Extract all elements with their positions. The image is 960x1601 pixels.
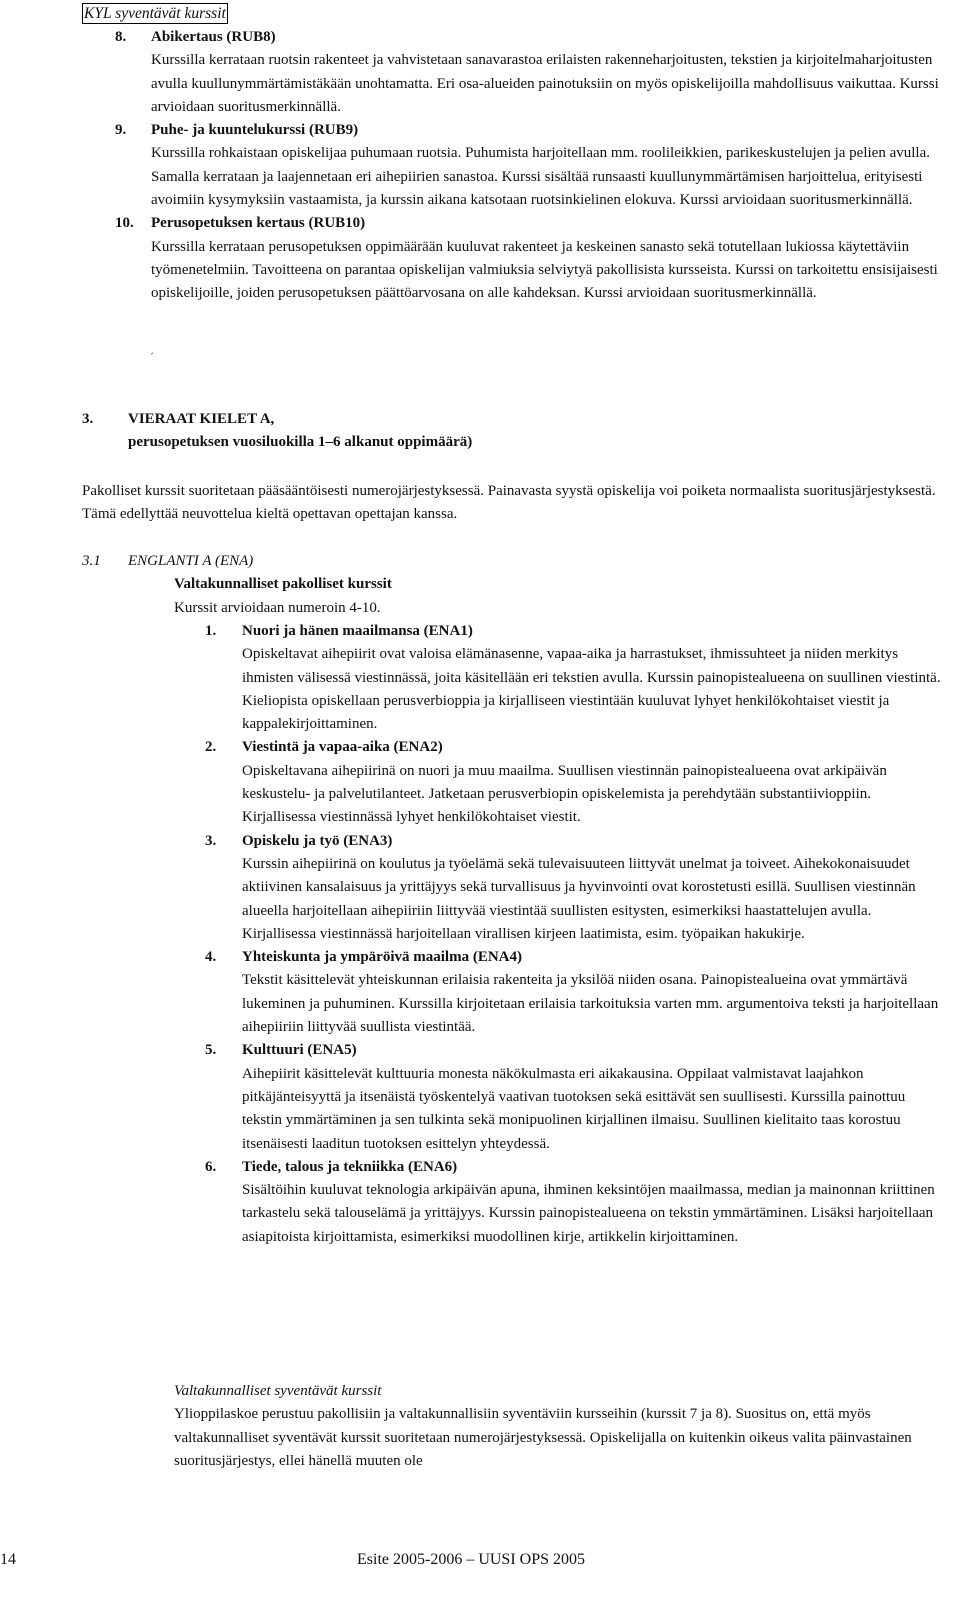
course-description: Kurssilla kerrataan perusopetuksen oppimäärään kuuluvat rakenteet ja keskeinen sanasto sekä totutellaan lukiossa käytettäviin työmenetelmiin. Tavoitteena on parantaa opiskelijan valmiuksia selviytyä pakollisista kursseista. Kurssi on tarkoitettu ensisijaisesti opiskelijoille, joiden perusopetuksen päättöarvosana on alle kahdeksan. Kurssi arvioidaan suoritusmerkinnällä. [151,238,938,302]
course-number: 2. [205,739,217,756]
subsection-number: 3.1 [82,553,101,569]
course-description: Opiskeltavana aihepiirinä on nuori ja muu maailma. Suullisen viestinnän painopistealueena ovat arkipäivän keskustelu- ja palvelutilanteet. Jatketaan perusverbiopin opiskelemista ja perehdytään substantiivioppiin. Kirjallisessa viestinnässä lyhyet henkilökohtaiset viestit. [242,762,887,826]
course-number: 4. [205,949,217,966]
course-number: 8. [115,29,127,45]
course-title: Nuori ja hänen maailmansa (ENA1) [242,623,473,639]
course-description: Sisältöihin kuuluvat teknologia arkipäivän apuna, ihminen keksintöjen maailmassa, median ja mainonnan kriittinen tarkastelu sekä talouselämä ja yrittäjyys. Kurssin painopistealueena on tekstin ymmärtäminen. Lisäksi harjoitellaan asiapitoista kirjoittamista, esimerkiksi muodollinen kirje, artikkelin kirjoittaminen. [242,1182,935,1245]
course-number: 9. [115,122,127,139]
course-description: Tekstit käsittelevät yhteiskunnan erilaisia rakenteita ja yksilöä niiden osana. Painopistealueina ovat ymmärtävä lukeminen ja puhuminen. Kurssilla kirjoitetaan erilaisia tarkoituksia varten mm. argumentoiva teksti ja harjoitellaan aihepiiriin liittyvää suullista viestintää. [242,972,939,1036]
course-title: Opiskelu ja työ (ENA3) [242,832,393,849]
footer-text: Esite 2005-2006 – UUSI OPS 2005 [357,1551,586,1568]
section-title-line-1: VIERAAT KIELET A, [128,411,275,427]
course-description: Kurssin aihepiirinä on koulutus ja työelämä sekä tulevaisuuteen liittyvät unelmat ja toiveet. Aihekokonaisuudet aktiivinen kansalaisuus ja yrittäjyys sekä turvallisuus ja hyvinvointi ovat korostetusti esillä. Suullisen viestinnän alueella harjoitellaan aihepiiriin liittyvää viestintää suullisten esitysten, esimerkiksi haastattelujen avulla. Kirjallisessa viestinnässä harjoitellaan virallisen kirjeen laatimista, esim. työpaikan hakukirje. [242,855,916,942]
mandatory-courses-heading: Valtakunnalliset pakolliset kurssit [174,576,392,593]
ena-course-1 [205,620,945,736]
section-title-line-2: perusopetuksen vuosiluokilla 1–6 alkanut oppimäärä) [128,434,473,451]
section-intro: Pakolliset kurssit suoritetaan pääsääntöisesti numerojärjestyksessä. Painavasta syystä opiskelija voi poiketa normaalista suoritusjärjestyksestä. Tämä edellyttää neuvottelua kieltä opettavan opettajan kanssa. [82,483,936,523]
course-number: 10. [115,215,134,232]
section-number: 3. [82,411,94,427]
page-number: 14 [0,1551,16,1568]
course-number: 6. [205,1158,217,1175]
course-number: 3. [205,832,217,849]
course-description: Kurssilla kerrataan ruotsin rakenteet ja vahvistetaan sanavarastoa erilaisten rakenneharjoitusten, tekstien ja kirjoitelmaharjoitusten avulla kuullunymmärtämistäkään unohtamatta. Eri osa-alueiden painotuksiin on myös opiskelijoilla mahdollisuus vaikuttaa. Kurssi arvioidaan suoritusmerkinnällä. [151,52,939,115]
ena-course-4 [205,946,945,1039]
stray-mark: ´ [150,350,154,364]
deep-courses-body: Ylioppilaskoe perustuu pakollisiin ja valtakunnallisiin syventäviin kursseihin (kurssit 7 ja 8). Suositus on, että myös valtakunnalliset syventävät kurssit suoritetaan numerojärjestyksessä. Opiskelijalla on kuitenkin oikeus valita päinvastainen suoritusjärjestys, ellei hänellä muuten ole [174,1406,912,1469]
ena-course-6 [205,1156,945,1249]
subsection-heading [82,550,942,573]
course-title: Puhe- ja kuuntelukurssi (RUB9) [151,122,359,139]
ena-course-5 [205,1039,945,1155]
course-title: Yhteiskunta ja ympäröivä maailma (ENA4) [242,949,522,966]
section-title [82,408,472,455]
grading-note: Kurssit arvioidaan numeroin 4-10. [174,599,381,616]
course-description: Opiskeltavat aihepiirit ovat valoisa elämänasenne, vapaa-aika ja harrastukset, ihmissuhteet ja niiden merkitys ihmisten välisessä viestinnässä, joita käsitellään eri tekstien avulla. Kurssin painopistealueena on suullinen viestintä. Kieliopista opiskellaan perusverbioppia ja kirjalliseen viestintään kuuluvat lyhyet henkilökohtaiset viestit ja kappalekirjoittaminen. [242,646,941,733]
subsection-title: ENGLANTI A (ENA) [128,553,254,569]
subsection [82,550,942,620]
rub-course-9 [115,119,945,212]
ena-course-2 [205,736,945,829]
rub-course-8 [115,26,945,119]
course-number: 1. [205,623,217,639]
course-title: Kulttuuri (ENA5) [242,1042,357,1059]
rub-course-10 [115,212,945,305]
course-description: Aihepiirit käsittelevät kulttuuria monesta näkökulmasta eri aikakausina. Oppilaat valmistavat laajahkon pitkäjänteisyyttä ja itsenäistä työskentelyä vaativan tuotoksen sekä esittävät sen suullisesti. Kurssilla painottuu tekstin ymmärtäminen ja sen tulkinta sekä monipuolinen kirjallinen ilmaisu. Suullinen kielitaito taas korostuu itsenäisesti laaditun tuotoksen esittelyn yhteydessä. [242,1065,906,1152]
rub-course-list [115,26,945,306]
deep-courses-section [174,1380,944,1473]
course-title: Abikertaus (RUB8) [151,29,276,45]
course-number: 5. [205,1042,217,1059]
section-header-label: KYL syventävät kurssit [84,5,226,22]
course-title: Viestintä ja vapaa-aika (ENA2) [242,739,443,756]
ena-course-3 [205,830,945,946]
course-title: Tiede, talous ja tekniikka (ENA6) [242,1158,458,1175]
course-title: Perusopetuksen kertaus (RUB10) [151,215,366,232]
course-description: Kurssilla rohkaistaan opiskelijaa puhumaan ruotsia. Puhumista harjoitellaan mm. roolileikkien, parikeskustelujen ja pelien avulla. Samalla kerrataan ja laajennetaan eri aihepiirien sanastoa. Kurssi sisältää runsaasti kuullunymmärtämisen harjoittelua, erityisesti avoimiin kysymyksiin vastaamista, ja kurssin aikana katsotaan ruotsinkielinen elokuva. Kurssi arvioidaan suoritusmerkinnällä. [151,145,930,209]
page-footer [0,1548,960,1572]
ena-course-list [205,620,945,1249]
deep-courses-heading: Valtakunnalliset syventävät kurssit [174,1383,382,1399]
